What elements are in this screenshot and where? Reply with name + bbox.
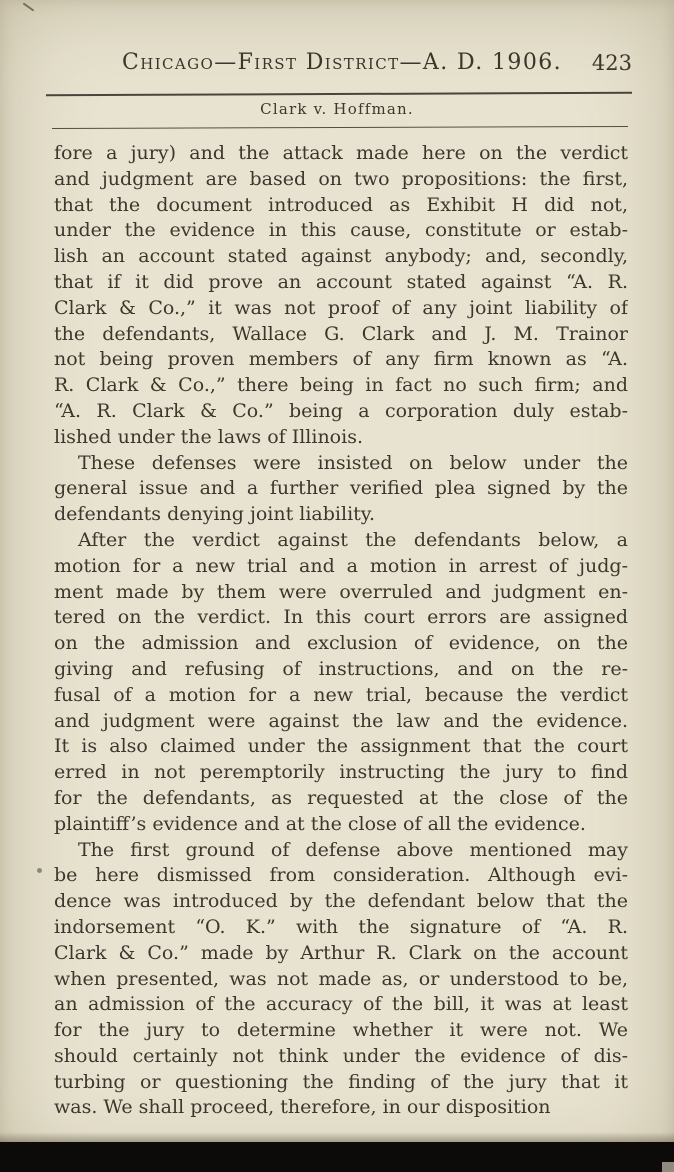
scan-bottom-edge — [0, 1142, 674, 1172]
text-line: should certainly not think under the evidence of dis- — [54, 1044, 628, 1067]
text-line: Clark & Co.” made by Arthur R. Clark on the account — [54, 941, 628, 964]
scan-speck — [23, 2, 35, 11]
text-line: indorsement “O. K.” with the signature of “A. R. — [54, 915, 628, 938]
paragraph — [54, 451, 628, 528]
text-line: not being proven members of any firm known as “A. — [54, 348, 628, 371]
text-line: fore a jury) and the attack made here on the verdict — [54, 142, 628, 164]
text-line: lish an account stated against anybody; and, secondly, — [54, 245, 628, 268]
text-line: under the evidence in this cause, constitute or estab- — [54, 219, 628, 242]
paragraph — [54, 141, 628, 451]
running-header — [48, 50, 636, 78]
text-line: The first ground of defense above mentioned may — [78, 838, 628, 861]
text-line: R. Clark & Co.,” there being in fact no such firm; and — [54, 374, 628, 397]
text-line: erred in not peremptorily instructing the jury to find — [54, 761, 628, 784]
text-line: It is also claimed under the assignment that the court — [54, 735, 628, 758]
text-line: turbing or questioning the finding of the jury that it — [54, 1070, 628, 1093]
text-line: on the admission and exclusion of evidence, on the — [54, 632, 628, 655]
scan-bottom-corner — [662, 1162, 674, 1172]
header-title: Chicago—First District—A. D. 1906. — [121, 50, 563, 75]
text-line: was. We shall proceed, therefore, in our disposition — [54, 1096, 551, 1119]
body-text — [54, 141, 628, 1121]
text-line: tered on the verdict. In this court errors are assigned — [54, 606, 628, 629]
text-line: defendants denying joint liability. — [54, 503, 376, 526]
paragraph — [54, 838, 628, 1122]
text-line: and judgment are based on two propositions: the first, — [54, 167, 628, 190]
page-bottom-shadow — [0, 1132, 674, 1142]
text-line: fusal of a motion for a new trial, because the verdict — [54, 683, 628, 706]
page-number: 423 — [591, 51, 632, 75]
case-name: Clark v. Hoffman. — [260, 100, 414, 118]
text-line: “A. R. Clark & Co.” being a corporation duly estab- — [54, 399, 628, 422]
text-line: ment made by them were overruled and judgment en- — [54, 580, 628, 603]
text-line: After the verdict against the defendants below, a — [78, 528, 628, 551]
text-line: an admission of the accuracy of the bill, it was at least — [54, 993, 628, 1016]
text-line: Clark & Co.,” it was not proof of any joint liability of — [54, 296, 628, 319]
text-line: that if it did prove an account stated against “A. R. — [54, 270, 628, 293]
text-line: general issue and a further verified plea signed by the — [54, 477, 628, 500]
text-line: when presented, was not made as, or understood to be, — [54, 967, 628, 990]
header-rule — [46, 92, 632, 97]
paragraph — [54, 528, 628, 838]
text-line: be here dismissed from consideration. Although evi- — [54, 864, 628, 887]
text-line: for the defendants, as requested at the close of the — [54, 786, 628, 809]
case-rule — [52, 126, 628, 129]
text-line: These defenses were insisted on below under the — [78, 451, 628, 474]
text-line: giving and refusing of instructions, and on the re- — [54, 657, 628, 680]
text-line: plaintiff’s evidence and at the close of all the evidence. — [54, 812, 586, 835]
text-line: that the document introduced as Exhibit H did not, — [54, 193, 628, 216]
text-line: lished under the laws of Illinois. — [54, 425, 363, 448]
text-line: motion for a new trial and a motion in arrest of judg- — [54, 554, 628, 577]
text-line: for the jury to determine whether it were not. We — [54, 1019, 628, 1042]
scan-speck — [37, 868, 42, 873]
text-line: dence was introduced by the defendant below that the — [54, 890, 628, 913]
text-line: and judgment were against the law and the evidence. — [54, 709, 628, 732]
text-line: the defendants, Wallace G. Clark and J. M. Trainor — [54, 322, 628, 345]
